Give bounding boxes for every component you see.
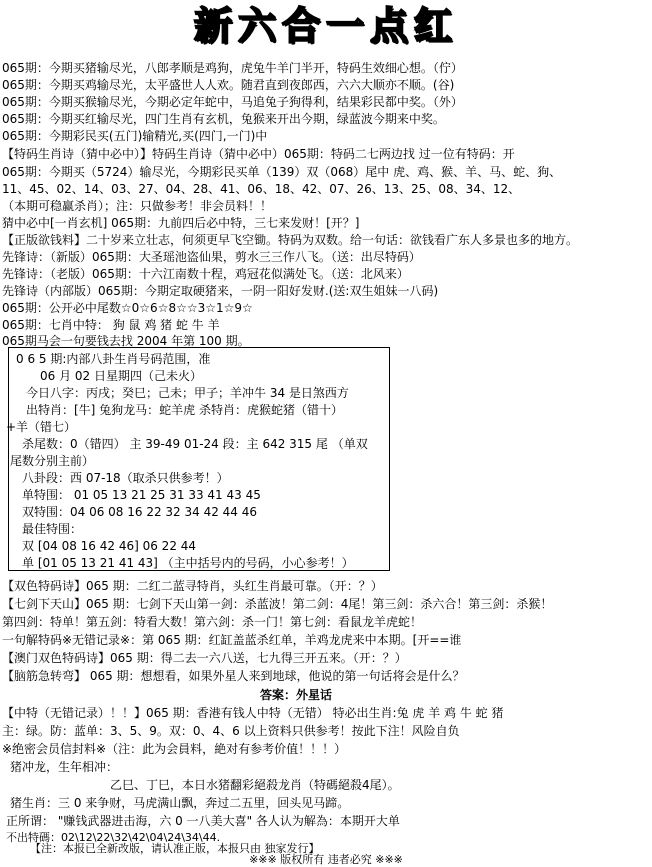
copyright: ※※※ 版权所有 违者必究 ※※※ bbox=[249, 853, 403, 866]
prediction-line: 先锋诗（内部版）065期：今期定取硬猪来，一阴一阳好发财.(送:双生姐妹一八码) bbox=[2, 284, 439, 298]
prediction-line: 【七剑下天山】065 期：七剑下天山第一剑：杀蓝波！第二剑：4尾！第三剑：杀六合！第三剑：杀猴！ bbox=[2, 597, 553, 611]
prediction-line: 065期马会一句要钱去找 2004 年第 100 期。 bbox=[2, 334, 250, 348]
prediction-line: 第四剑：特单！第五剑：特看大数！第六剑：杀一门！第七剑：看鼠龙羊虎蛇！ bbox=[2, 615, 423, 629]
member-note: ※绝密会员信封料※（注：此为会員料，絶对有参考价值！！！） bbox=[2, 742, 347, 756]
riddle-answer: 答案：外星话 bbox=[259, 688, 332, 702]
prediction-line: 【中特（无错记录）！！】065 期：香港有钱人中特（无错） 特必出生肖:兔 虎 羊 鸡 牛 蛇 猪 bbox=[2, 706, 504, 720]
prediction-line: 065期：今期买鸡输尽光，太平盛世人人欢。随君直到夜郎西，六六大顺亦不顺。(谷) bbox=[2, 78, 455, 92]
prediction-line: 065期：今期买（5724）输尽光，今期彩民买单（139）双（068）尾中 虎、鸡、猴、羊、马、蛇、狗、 bbox=[2, 165, 562, 179]
prediction-line: 065期：今期买猴输尽光，今期必定年蛇中，马追兔子狗得利，结果彩民都中奖。（外） bbox=[2, 95, 463, 109]
number-list: 11、45、02、14、03、27、04、28、41、06、18、42、07、26、13、25、08、34、12、 bbox=[2, 182, 521, 196]
prediction-line: 先锋诗：（老版）065期：十六江南数十程，鸡冠花似满处飞。（送：北风来） bbox=[2, 267, 409, 281]
footer-note: 【注：本报已全新改版，请认准正版，本报只由 独家发行】 bbox=[30, 842, 320, 855]
prediction-line: 065期：公开必中尾数☆0☆6☆8☆☆3☆1☆9☆ bbox=[2, 301, 253, 315]
box-line: 最佳特围： bbox=[22, 522, 83, 536]
prediction-line: 065期：今期买红输尽光，四门生肖有玄机，兔猴来开出今期，绿蓝波今期来中奖。 bbox=[2, 112, 445, 126]
box-line: 今日八字：丙戌；癸巳；己未；甲子；羊冲牛 34 是日煞西方 bbox=[26, 386, 349, 400]
box-line: 双 [04 08 16 42 46] 06 22 44 bbox=[22, 539, 197, 553]
prediction-line: 065期：今期买猪输尽光，八郎孝顺是鸡狗，虎兔牛羊门半开，特码生效细心想。（佇） bbox=[2, 61, 463, 75]
prediction-line: 【双色特码诗】065 期：二红二蓝寻特肖，头红生肖最可靠。（开：？） bbox=[2, 579, 383, 593]
prediction-line: 乙巳、丁巳，本日水猪翻彩絕殺龙肖（特碼絕殺4尾）。 bbox=[110, 778, 400, 792]
box-line: 尾数分别主前） bbox=[10, 454, 95, 468]
box-line: 八卦段：西 07-18（取杀只供参考！） bbox=[22, 471, 229, 485]
prediction-line: 猜中必中[一肖玄机] 065期：九前四后必中特，三七来发财！[开？] bbox=[2, 216, 360, 230]
prediction-line: 猪冲龙，生年相冲： bbox=[10, 760, 119, 774]
box-line: 出特肖：[牛] 兔狗龙马：蛇羊虎 杀特肖：虎猴蛇猪（错十） bbox=[26, 403, 343, 417]
box-line: 0 6 5 期:内部八卦生肖号码范围，准 bbox=[16, 352, 211, 366]
prediction-line: 正所谓： "赚钱武器进击海，六 0 一八美大喜" 各人认为解為：本期开大单 bbox=[6, 814, 400, 828]
box-line: 单 [01 05 13 21 41 43] （主中括号内的号码，小心参考！） bbox=[22, 556, 354, 570]
prediction-line: 【特码生肖诗（猜中必中）】特码生肖诗（猜中必中）065期：特码二七两边找 过一位有特码：开 bbox=[2, 147, 515, 161]
box-line: 杀尾数：0（错四） 主 39-49 01-24 段：主 642 315 尾 （单双 bbox=[22, 437, 368, 451]
prediction-line: 主：绿。防：蓝单：3、5、9。双：0、4、6 以上资料只供参考！按此下注！风险自负 bbox=[2, 724, 460, 738]
prediction-line: 先锋诗：（新版）065期：大圣瑶池盗仙果，剪水三三作八飞。（送：出尽特码） bbox=[2, 250, 421, 264]
prediction-line: 不出特碼：02\12\22\32\42\04\24\34\44. bbox=[6, 831, 221, 844]
newspaper-title: 新六合一点红 bbox=[193, 3, 458, 48]
prediction-line: 猪生肖：三 0 来争财，马虎满山飘，奔过二五里，回头见马蹄。 bbox=[10, 796, 350, 810]
prediction-line: 065期：今期彩民买(五门)输精光,买(四门,一门)中 bbox=[2, 129, 268, 143]
box-line: 双特围：04 06 08 16 22 32 34 42 44 46 bbox=[22, 505, 258, 519]
box-line: +羊（错七） bbox=[6, 420, 77, 434]
prediction-line: （本期可稳赢杀肖）；注：只做参考！非会员料！！ bbox=[2, 199, 273, 213]
prediction-line: 一句解特码※无错记录※：第 065 期：红缸盖蓝杀红单，羊鸡龙虎来中本期。[开==谁 bbox=[2, 633, 462, 647]
box-line: 单特围： 01 05 13 21 25 31 33 41 43 45 bbox=[22, 488, 261, 502]
riddle-line: 【脑筋急转弯】 065 期：想想看，如果外星人来到地球，他说的第一句话将会是什么？ bbox=[2, 669, 465, 683]
box-line: 06 月 02 日星期四（己未火） bbox=[40, 369, 202, 383]
prediction-line: 065期：七肖中特： 狗 鼠 鸡 猪 蛇 牛 羊 bbox=[2, 318, 220, 332]
prediction-line: 【澳门双色特码诗】065 期：得二去一六八送，七九得三开五来。（开：？） bbox=[2, 651, 407, 665]
prediction-line: 【正版欲钱料】二十岁来立壮志，何须更早飞空锄。特码为双数。给一句话：欲钱看广东人多景也多的地方。 bbox=[2, 233, 579, 247]
